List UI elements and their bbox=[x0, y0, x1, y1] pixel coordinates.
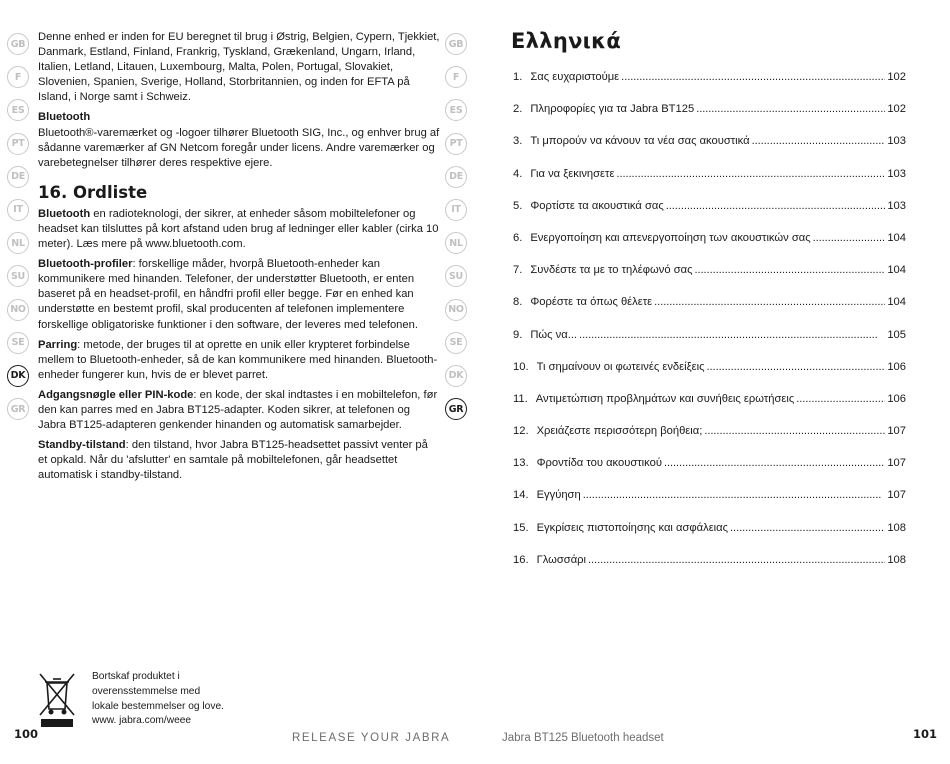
glossary-term: Parring bbox=[38, 338, 78, 351]
toc-label: Σας ευχαριστούμε bbox=[530, 71, 620, 83]
toc-entry[interactable] bbox=[513, 424, 906, 456]
glossary-entry bbox=[38, 207, 440, 252]
toc-title: Ελληνικά bbox=[511, 29, 622, 53]
toc-page-number: 107 bbox=[887, 425, 906, 438]
glossary-definition: : en kode, der skal indtastes i en mobiltelefon, før den kan parres med en Jabra BT125-adapter. Koden sikrer, at telefonen og Jabra BT125-adapteren genkender hinanden og automatisk samarbejder. bbox=[38, 388, 438, 432]
toc-entry[interactable] bbox=[513, 360, 906, 392]
toc-entry[interactable] bbox=[513, 295, 906, 327]
language-tab-it[interactable]: IT bbox=[7, 199, 29, 221]
toc-number: 15. bbox=[513, 521, 529, 534]
toc-dot-leader bbox=[813, 231, 886, 245]
toc-label: Εγγύηση bbox=[536, 489, 581, 502]
glossary-entry bbox=[38, 438, 440, 483]
toc-entry[interactable] bbox=[513, 102, 906, 134]
toc-number: 2. bbox=[513, 103, 523, 116]
glossary-definition: en radioteknologi, der sikrer, at enheder såsom mobiltelefoner og headset kan tilsluttes på kort afstand uden brug af ledninger eller kabler (cirka 10 meter). Læs mere på www.bluetooth.com. bbox=[38, 207, 439, 251]
footer-brand-slogan: RELEASE YOUR JABRA bbox=[292, 732, 451, 744]
toc-label: Τι μπορούν να κάνουν τα νέα σας ακουστικά bbox=[530, 135, 750, 148]
page-number-left: 100 bbox=[14, 727, 39, 741]
language-tab-gb[interactable]: GB bbox=[7, 33, 29, 55]
toc-entry[interactable] bbox=[513, 70, 906, 102]
language-tab-gr[interactable]: GR bbox=[445, 398, 467, 420]
toc-label: Φορτίστε τα ακουστικά σας bbox=[530, 199, 664, 212]
toc-number: 1. bbox=[513, 71, 523, 83]
toc-page-number: 103 bbox=[887, 199, 906, 212]
language-tab-pt[interactable]: PT bbox=[445, 133, 467, 155]
toc-number: 10. bbox=[513, 360, 529, 373]
toc-entry[interactable] bbox=[513, 231, 906, 263]
language-tab-es[interactable]: ES bbox=[7, 99, 29, 121]
language-tab-f[interactable]: F bbox=[7, 66, 29, 88]
toc-page-number: 102 bbox=[887, 71, 906, 83]
toc-number: 3. bbox=[513, 135, 523, 148]
left-page-text bbox=[38, 30, 440, 488]
toc-page-number: 102 bbox=[887, 103, 906, 116]
toc-page-number: 108 bbox=[887, 553, 906, 566]
weee-line-3: lokale bestemmelser og love. bbox=[92, 700, 224, 712]
toc-number: 16. bbox=[513, 553, 529, 566]
eu-countries-paragraph: Denne enhed er inden for EU beregnet til brug i Østrig, Belgien, Cypern, Tjekkiet, Danmark, Estland, Finland, Frankrig, Tyskland, Grækenland, Ungarn, Irland, Italien, Letland, Litauen, Luxembourg, Malta, Polen, Portugal, Slovakiet, Slovenien, Spanien, Sverige, Holland, Storbritannien, og inden for EFTA på Island, i Norge samt i Schweiz. bbox=[38, 31, 440, 104]
toc-dot-leader bbox=[704, 424, 885, 438]
toc-page-number: 106 bbox=[887, 360, 906, 373]
toc-dot-leader bbox=[654, 295, 885, 309]
language-tab-se[interactable]: SE bbox=[7, 332, 29, 354]
glossary-entry bbox=[38, 257, 440, 332]
language-tab-it[interactable]: IT bbox=[445, 199, 467, 221]
toc-dot-leader bbox=[621, 70, 885, 84]
toc-page-number: 104 bbox=[887, 264, 906, 277]
language-tab-gb[interactable]: GB bbox=[445, 33, 467, 55]
toc-page-number: 106 bbox=[887, 392, 906, 405]
toc-dot-leader bbox=[666, 199, 886, 213]
toc-label: Γλωσσάρι bbox=[536, 553, 587, 566]
toc-entry[interactable] bbox=[513, 263, 906, 295]
toc-number: 8. bbox=[513, 296, 523, 309]
bluetooth-trademark-paragraph: Bluetooth®-varemærket og -logoer tilhører Bluetooth SIG, Inc., og enhver brug af sådanne varemærker af GN Netcom foregår under licens. Andre varemærker og varebetegnelser tilhører deres respektive ejere. bbox=[38, 126, 440, 169]
language-tab-f[interactable]: F bbox=[445, 66, 467, 88]
language-tab-dk[interactable]: DK bbox=[445, 365, 467, 387]
toc-number: 9. bbox=[513, 328, 523, 341]
toc-page-number: 107 bbox=[887, 457, 906, 470]
toc-label: Αντιμετώπιση προβλημάτων και συνήθεις ερωτήσεις bbox=[535, 392, 795, 405]
toc-dot-leader bbox=[664, 456, 885, 470]
toc-page-number: 108 bbox=[887, 521, 906, 534]
toc-dot-leader bbox=[694, 263, 885, 277]
toc-number: 6. bbox=[513, 231, 523, 244]
toc-number: 7. bbox=[513, 264, 523, 277]
glossary-entry bbox=[38, 388, 440, 433]
glossary-definition: : den tilstand, hvor Jabra BT125-headsettet passivt venter på et opkald. Når du 'afslutter' en samtale på mobiltelefonen, går headsettet automatisk i standby-tilstand. bbox=[38, 439, 428, 482]
glossary-definition: : metode, der bruges til at oprette en unik eller krypteret forbindelse mellem to Bluetooth-enheder, så de kan kommunikere med hinanden. Bluetooth-enheder fungerer kun, hvis de er blevet parret. bbox=[38, 338, 438, 381]
weee-link[interactable]: www. jabra.com/weee bbox=[92, 715, 192, 727]
glossary-term: Bluetooth bbox=[38, 207, 91, 220]
toc-label: Εγκρίσεις πιστοποίησης και ασφάλειας bbox=[536, 521, 729, 534]
toc-page-number: 105 bbox=[887, 328, 906, 341]
language-tab-de[interactable]: DE bbox=[445, 166, 467, 188]
toc-number: 12. bbox=[513, 425, 529, 438]
table-of-contents bbox=[513, 70, 906, 585]
language-tab-pt[interactable]: PT bbox=[7, 133, 29, 155]
language-tab-gr[interactable]: GR bbox=[7, 398, 29, 420]
toc-label: Για να ξεκινησετε bbox=[530, 167, 615, 180]
toc-entry[interactable] bbox=[513, 456, 906, 488]
toc-page-number: 104 bbox=[887, 296, 906, 309]
toc-label: Φροντίδα του ακουστικού bbox=[536, 457, 662, 470]
language-tab-su[interactable]: SU bbox=[7, 265, 29, 287]
language-tab-es[interactable]: ES bbox=[445, 99, 467, 121]
language-tab-no[interactable]: NO bbox=[7, 299, 29, 321]
glossary-term: Bluetooth-profiler bbox=[38, 258, 133, 271]
toc-label: Πληροφορίες για τα Jabra BT125 bbox=[530, 103, 695, 116]
toc-number: 13. bbox=[513, 457, 529, 470]
crossed-out-wheelie-bin-icon bbox=[38, 671, 76, 729]
section-title: 16. Ordliste bbox=[38, 182, 148, 202]
toc-entry[interactable] bbox=[513, 553, 906, 585]
toc-label: Χρειάζεστε περισσότερη βοήθεια; bbox=[536, 425, 703, 438]
toc-entry[interactable] bbox=[513, 488, 906, 520]
toc-dot-leader bbox=[579, 328, 885, 342]
glossary-entry bbox=[38, 338, 440, 383]
footer-product-name: Jabra BT125 Bluetooth headset bbox=[502, 732, 664, 744]
toc-dot-leader bbox=[696, 102, 885, 116]
glossary-term: Adgangsnøgle eller PIN-kode bbox=[38, 388, 194, 401]
toc-number: 4. bbox=[513, 167, 523, 180]
toc-number: 14. bbox=[513, 489, 529, 502]
toc-entry[interactable] bbox=[513, 167, 906, 199]
toc-label: Τι σημαίνουν οι φωτεινές ενδείξεις bbox=[536, 360, 705, 373]
toc-entry[interactable] bbox=[513, 392, 906, 424]
glossary-definition: : forskellige måder, hvorpå Bluetooth-enheder kan kommunikere med hinanden. Telefoner, der understøtter Bluetooth, er enten baseret på en headset-profil, en håndfri profil eller begge. Før en enhed kan understøtte en bestemt profil, skal producenten af telefonen implementere forskellige obligatoriske funktioner i den software, der leveres med telefonen. bbox=[38, 258, 418, 331]
language-tab-nl[interactable]: NL bbox=[7, 232, 29, 254]
toc-entry[interactable] bbox=[513, 199, 906, 231]
language-tabs-right bbox=[445, 33, 467, 431]
toc-dot-leader bbox=[752, 134, 886, 148]
toc-page-number: 104 bbox=[887, 231, 906, 244]
glossary-list bbox=[38, 207, 440, 484]
language-tab-se[interactable]: SE bbox=[445, 332, 467, 354]
weee-line-2: overensstemmelse med bbox=[92, 685, 201, 697]
toc-dot-leader bbox=[796, 392, 885, 406]
language-tab-su[interactable]: SU bbox=[445, 265, 467, 287]
weee-disposal-note bbox=[92, 670, 262, 729]
page-number-right: 101 bbox=[913, 727, 938, 741]
toc-number: 5. bbox=[513, 199, 523, 212]
toc-page-number: 107 bbox=[887, 489, 906, 502]
glossary-term: Standby-tilstand bbox=[38, 439, 126, 452]
language-tab-nl[interactable]: NL bbox=[445, 232, 467, 254]
toc-entry[interactable] bbox=[513, 328, 906, 360]
toc-dot-leader bbox=[583, 488, 886, 502]
toc-page-number: 103 bbox=[887, 135, 906, 148]
toc-page-number: 103 bbox=[887, 167, 906, 180]
toc-number: 11. bbox=[513, 392, 528, 405]
language-tabs-left bbox=[7, 33, 29, 431]
toc-dot-leader bbox=[730, 521, 885, 535]
toc-dot-leader bbox=[616, 167, 885, 181]
toc-entry[interactable] bbox=[513, 134, 906, 166]
weee-line-1: Bortskaf produktet i bbox=[92, 671, 180, 682]
toc-dot-leader bbox=[707, 360, 886, 374]
toc-label: Συνδέστε τα με το τηλέφωνό σας bbox=[530, 264, 693, 277]
toc-label: Πώς να... bbox=[530, 328, 578, 341]
language-tab-no[interactable]: NO bbox=[445, 299, 467, 321]
toc-label: Ενεργοποίηση και απενεργοποίηση των ακουστικών σας bbox=[530, 231, 811, 244]
toc-dot-leader bbox=[588, 553, 885, 567]
language-tab-de[interactable]: DE bbox=[7, 166, 29, 188]
language-tab-dk[interactable]: DK bbox=[7, 365, 29, 387]
toc-label: Φορέστε τα όπως θέλετε bbox=[530, 296, 653, 309]
toc-entry[interactable] bbox=[513, 521, 906, 553]
bluetooth-heading: Bluetooth bbox=[38, 111, 91, 124]
